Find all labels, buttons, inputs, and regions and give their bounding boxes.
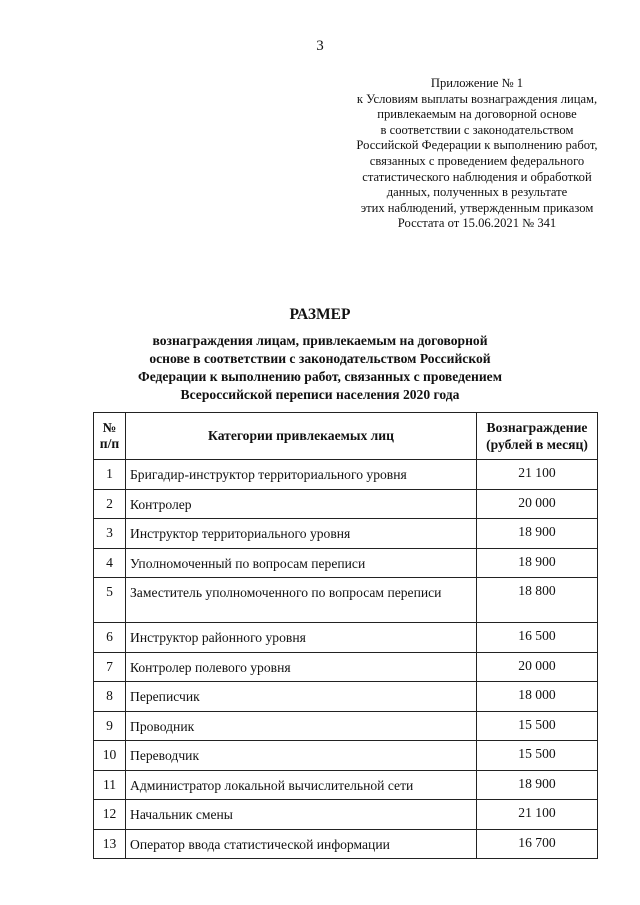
subtitle-line: вознаграждения лицам, привлекаемым на договорной <box>152 333 488 348</box>
row-reward: 15 500 <box>477 741 598 771</box>
appendix-line: в соответствии с законодательством <box>380 122 574 137</box>
document-title-block <box>100 306 540 404</box>
table-row <box>94 578 598 623</box>
row-reward: 15 500 <box>477 711 598 741</box>
subtitle-line: Федерации к выполнению работ, связанных с проведением <box>138 369 502 384</box>
row-number: 6 <box>94 623 126 653</box>
row-reward: 16 700 <box>477 829 598 859</box>
row-number: 5 <box>94 578 126 623</box>
appendix-line: Российской Федерации к выполнению работ, <box>356 138 598 153</box>
subtitle-line: основе в соответствии с законодательством Российской <box>149 351 491 366</box>
page-number: 3 <box>316 38 324 54</box>
row-number: 12 <box>94 800 126 830</box>
row-reward: 18 000 <box>477 682 598 712</box>
row-category: Переводчик <box>126 741 477 771</box>
appendix-line: этих наблюдений, утвержденным приказом <box>360 200 594 215</box>
appendix-line: Росстата от 15.06.2021 № 341 <box>397 216 557 231</box>
row-category: Администратор локальной вычислительной сети <box>126 770 477 800</box>
row-number: 11 <box>94 770 126 800</box>
table-row <box>94 800 598 830</box>
row-reward: 16 500 <box>477 623 598 653</box>
row-number: 7 <box>94 652 126 682</box>
row-category: Проводник <box>126 711 477 741</box>
table-row <box>94 623 598 653</box>
row-number: 13 <box>94 829 126 859</box>
table-row <box>94 711 598 741</box>
appendix-line: статистического наблюдения и обработкой <box>362 169 592 184</box>
table-row <box>94 489 598 519</box>
row-number: 9 <box>94 711 126 741</box>
row-number: 4 <box>94 548 126 578</box>
row-number: 10 <box>94 741 126 771</box>
appendix-line: данных, полученных в результате <box>386 185 568 200</box>
table-row <box>94 741 598 771</box>
header-number-line: п/п <box>99 436 120 451</box>
row-category: Контролер полевого уровня <box>126 652 477 682</box>
appendix-line: к Условиям выплаты вознаграждения лицам, <box>356 91 598 106</box>
row-category: Инструктор территориального уровня <box>126 519 477 549</box>
row-reward: 20 000 <box>477 489 598 519</box>
header-number <box>94 413 126 460</box>
table-row <box>94 682 598 712</box>
table-header-row <box>94 413 598 460</box>
row-reward: 18 800 <box>477 578 598 623</box>
row-category: Оператор ввода статистической информации <box>126 829 477 859</box>
row-reward: 20 000 <box>477 652 598 682</box>
row-reward: 21 100 <box>477 460 598 490</box>
table-row <box>94 548 598 578</box>
table-row <box>94 519 598 549</box>
row-category: Уполномоченный по вопросам переписи <box>126 548 477 578</box>
table-row <box>94 652 598 682</box>
row-category: Инструктор районного уровня <box>126 623 477 653</box>
header-reward-line: (рублей в месяц) <box>486 437 588 452</box>
row-category: Контролер <box>126 489 477 519</box>
row-number: 2 <box>94 489 126 519</box>
header-category: Категории привлекаемых лиц <box>126 413 477 460</box>
row-number: 1 <box>94 460 126 490</box>
row-reward: 21 100 <box>477 800 598 830</box>
header-number-line: № <box>102 420 117 435</box>
header-reward <box>477 413 598 460</box>
subtitle-line: Всероссийской переписи населения 2020 года <box>180 387 460 402</box>
header-reward-line: Вознаграждение <box>486 420 588 435</box>
document-subtitle <box>100 332 540 404</box>
row-category: Бригадир-инструктор территориального уровня <box>126 460 477 490</box>
document-title: РАЗМЕР <box>289 306 351 323</box>
appendix-reference <box>346 76 608 232</box>
table-row <box>94 829 598 859</box>
row-category: Начальник смены <box>126 800 477 830</box>
appendix-line: связанных с проведением федерального <box>369 153 585 168</box>
table-row <box>94 460 598 490</box>
row-category: Заместитель уполномоченного по вопросам переписи <box>126 578 477 623</box>
row-reward: 18 900 <box>477 519 598 549</box>
row-number: 8 <box>94 682 126 712</box>
table-row <box>94 770 598 800</box>
reward-table <box>93 412 598 859</box>
appendix-line: привлекаемым на договорной основе <box>377 107 577 122</box>
row-reward: 18 900 <box>477 548 598 578</box>
row-category: Переписчик <box>126 682 477 712</box>
row-reward: 18 900 <box>477 770 598 800</box>
row-number: 3 <box>94 519 126 549</box>
appendix-line: Приложение № 1 <box>430 76 524 90</box>
